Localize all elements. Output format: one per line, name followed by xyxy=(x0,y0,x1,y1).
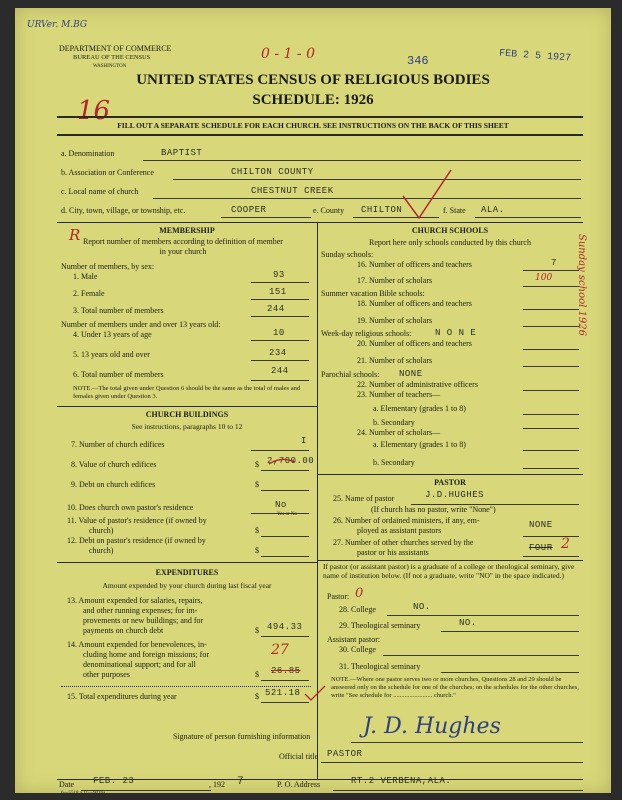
date-value: FEB. 23 xyxy=(93,776,135,786)
q5-label: 5. 13 years old and over xyxy=(73,350,150,359)
check-mark-icon xyxy=(395,166,455,226)
q19-label: 19. Number of scholars xyxy=(357,316,433,325)
q17-label: 17. Number of scholars xyxy=(357,276,433,285)
local-name-value: CHESTNUT CREEK xyxy=(251,186,334,196)
q24b-label: b. Secondary xyxy=(373,458,415,467)
q14-hand-value: 27 xyxy=(271,642,289,658)
local-name-label: c. Local name of church xyxy=(61,187,139,196)
q2-value: 151 xyxy=(269,287,287,297)
state-value: ALA. xyxy=(481,205,505,215)
margin-note: Sunday school 1926 xyxy=(576,234,587,336)
hand-number: 16 xyxy=(77,96,111,126)
parochial-value: NONE xyxy=(399,369,423,379)
q8-value: 2,700.00 xyxy=(267,456,315,466)
q30-label: 30. College xyxy=(339,645,376,654)
membership-title: MEMBERSHIP xyxy=(159,226,215,235)
q14-label-2: cluding home and foreign missions; for xyxy=(83,650,209,659)
pastor-note: NOTE.—Where one pastor serves two or more churches, Questions 28 and 29 should be answered only on the schedule for one of the churches; on the schedules for the other churches, write "See schedule for ........................ church." xyxy=(331,676,579,699)
hand-r-mark: R xyxy=(69,226,81,244)
corner-stamp: URVer. M.BG xyxy=(27,20,88,30)
serial-number: 346 xyxy=(407,54,429,68)
weekday-value: N O N E xyxy=(435,328,477,338)
q23-label: 23. Number of teachers— xyxy=(357,390,441,399)
q6-label: 6. Total number of members xyxy=(73,370,164,379)
q1-label: 1. Male xyxy=(73,272,98,281)
by-sex-label: Number of members, by sex: xyxy=(61,262,155,271)
schools-intro: Report here only schools conducted by this church xyxy=(369,238,531,247)
census-form-page: URVer. M.BG DEPARTMENT OF COMMERCE BUREAU OF THE CENSUS WASHINGTON 0 - 1 - 0 346 FEB 2 5 1927 UNITED STATES CENSUS OF RELIGIOUS BODIES SCHEDULE: 1926 16 FILL OUT A SEPARATE SCHEDULE FOR EACH CHURCH. SEE INSTRUCTIONS ON THE BACK OF THIS SHEET a. Denomination BAPTIST b. Association or Conference CHILTON COUNTY c. Local name of church CHESTNUT CREEK d. City, town, village, or township, etc. COOPER e. County CHILTON f. State ALA. MEMBERSHIP R Report number of members according to definition of member in your church Number of members, by sex: 1. Male 93 2. Female 151 3. Total number of members 244 Number of members under and over 13 years old: 4. Under 13 years of age 10 5. 13 years old and over 234 6. Total number of members 244 NOTE.—The total given under Question 6 should be the same as the total of males and females given under Question 3. CHURCH BUILDINGS See instructions, paragraphs 10 to 12 7. Number of church edifices I 8. Value of church edifices $ 2,700.00 9. Debt on church edifices $ 10. Does church own pastor's residence No Yes or No 11. Value of pastor's residence (if owned by church) $ 12. Debt on pastor's residence (if owned by church) $ EXPENDITURES Amount expended by your church during last fiscal year 13. Amount expended for salaries, repairs, and other running expenses; for im- provements or new buildings; and for payments on church debt $ 494.33 14. Amount expended for benevolences, in- cluding home and foreign missions; for denominational support; and for all other purposes 27 $ 26.85 15. Total expenditures during year $ 521.18 CHURCH SCHOOLS Report here only schools conducted by this church Sunday schools: 16. Number of officers and teachers 7 17. Number of scholars 100 Summer vacation Bible schools: 18. Number of officers and teachers 19. Number of scholars Week-day religious schools: N O N E 20. Number of officers and teachers 21. Number of scholars Parochial schools: NONE 22. Number of administrative officers 23. Number of teachers— a. Elementary (grades 1 to 8) b. Secondary 24. Number of scholars— a. Elementary (grades 1 to 8) b. Secondary Sunday school 1926 PASTOR 25. Name of pastor J.D.HUGHES (If church has no pastor, write "None") 26. Number of ordained ministers, if any, em- ployed as assistant pastors NONE 27. Number of other churches served by the pastor or his assistants FOUR 2 If pastor (or assistant pastor) is a graduate of a college or theological seminary, give name of institution below. (If not a graduate, write "NO" in the space indicated.) Pastor: 0 28. College NO. 29. Theological seminary NO. Assistant pastor: 30. College 31. Theological seminary NOTE.—Where one pastor serves two or more churches, Questions 28 and 29 should be answered only on the schedule for one of the churches; on the schedules for the other churches, write "See schedule for ........................ church." Signature of person furnishing information J. D. Hughes Official title PASTOR Date FEB. 23 , 192 7 P. O. Address RT.2 VERBENA,ALA. 6—5518 a 11—9016a xyxy=(15,8,611,793)
q28-value: NO. xyxy=(413,602,431,612)
q11-label: 11. Value of pastor's residence (if owned by xyxy=(67,516,207,525)
year-prefix: , 192 xyxy=(209,780,225,789)
q3-value: 244 xyxy=(267,304,285,314)
city-label: d. City, town, village, or township, etc. xyxy=(61,206,186,215)
q20-label: 20. Number of officers and teachers xyxy=(357,339,472,348)
q24a-label: a. Elementary (grades 1 to 8) xyxy=(373,440,466,449)
q21-label: 21. Number of scholars xyxy=(357,356,433,365)
pastor-title: PASTOR xyxy=(434,478,466,487)
q4-label: 4. Under 13 years of age xyxy=(73,330,152,339)
city-label: WASHINGTON xyxy=(93,64,127,69)
county-label: e. County xyxy=(313,206,345,215)
q14-label-4: other purposes xyxy=(83,670,130,679)
denomination-label: a. Denomination xyxy=(61,149,115,158)
asst-label: Assistant pastor: xyxy=(327,635,381,644)
official-title-value: PASTOR xyxy=(327,749,363,759)
q27-label-2: pastor or his assistants xyxy=(357,548,429,557)
q7-label: 7. Number of church edifices xyxy=(71,440,165,449)
q16-value: 7 xyxy=(551,258,557,268)
q11-label-2: church) xyxy=(89,526,114,535)
q26-value: NONE xyxy=(529,520,553,530)
q25-hint: (If church has no pastor, write "None") xyxy=(371,505,496,514)
q16-label: 16. Number of officers and teachers xyxy=(357,260,472,269)
county-value: CHILTON xyxy=(361,205,403,215)
q23a-label: a. Elementary (grades 1 to 8) xyxy=(373,404,466,413)
address-value: RT.2 VERBENA,ALA. xyxy=(351,776,452,786)
age-header: Number of members under and over 13 years old: xyxy=(61,320,221,329)
q6-value: 244 xyxy=(271,366,289,376)
q8-label: 8. Value of church edifices xyxy=(71,460,157,469)
instruction-line: FILL OUT A SEPARATE SCHEDULE FOR EACH CHURCH. SEE INSTRUCTIONS ON THE BACK OF THIS SHEET xyxy=(117,121,509,130)
q13-label-3: provements or new buildings; and for xyxy=(83,616,204,625)
q10-label: 10. Does church own pastor's residence xyxy=(67,503,194,512)
q3-label: 3. Total number of members xyxy=(73,306,164,315)
year-value: 7 xyxy=(237,776,245,788)
expenditures-subtitle: Amount expended by your church during last fiscal year xyxy=(102,581,272,590)
q31-label: 31. Theological seminary xyxy=(339,662,421,671)
q1-value: 93 xyxy=(273,270,285,280)
q26-label: 26. Number of ordained ministers, if any, em- xyxy=(333,516,480,525)
city-value: COOPER xyxy=(231,205,267,215)
signature: J. D. Hughes xyxy=(363,714,501,739)
q27-value: FOUR xyxy=(529,543,553,553)
weekday-label: Week-day religious schools: xyxy=(321,329,412,338)
q10-value: No xyxy=(275,500,287,510)
q12-label-2: church) xyxy=(89,546,114,555)
q26-label-2: ployed as assistant pastors xyxy=(357,526,442,535)
address-label: P. O. Address xyxy=(277,780,321,789)
denomination-value: BAPTIST xyxy=(161,148,203,158)
q14-value: 26.85 xyxy=(271,666,301,676)
sunday-label: Sunday schools: xyxy=(321,250,374,259)
q13-value: 494.33 xyxy=(267,622,303,632)
q23b-label: b. Secondary xyxy=(373,418,415,427)
department: DEPARTMENT OF COMMERCE xyxy=(59,44,172,53)
yes-no-hint: Yes or No xyxy=(277,512,298,517)
membership-note: NOTE.—The total given under Question 6 should be the same as the total of males and females given under Question 3. xyxy=(73,385,301,400)
q29-label: 29. Theological seminary xyxy=(339,621,421,630)
buildings-title: CHURCH BUILDINGS xyxy=(145,410,229,419)
pastor-name: J.D.HUGHES xyxy=(425,490,485,500)
check-mark-icon xyxy=(303,684,327,704)
schools-title: CHURCH SCHOOLS xyxy=(411,226,489,235)
state-label: f. State xyxy=(443,206,466,215)
form-number: 6—5518 a 11—9016a xyxy=(61,791,106,796)
q13-label: 13. Amount expended for salaries, repairs, xyxy=(67,596,203,605)
q22-label: 22. Number of administrative officers xyxy=(357,380,478,389)
pastor-hand-mark: 0 xyxy=(355,586,364,601)
official-title-label: Official title xyxy=(279,752,319,761)
schedule-title: SCHEDULE: 1926 xyxy=(252,92,374,108)
vacation-label: Summer vacation Bible schools: xyxy=(321,289,425,298)
q4-value: 10 xyxy=(273,328,285,338)
q2-label: 2. Female xyxy=(73,289,105,298)
q5-value: 234 xyxy=(269,348,287,358)
q14-label-3: denominational support; and for all xyxy=(83,660,196,669)
q7-value: I xyxy=(301,436,307,446)
q27-label: 27. Number of other churches served by the xyxy=(333,538,474,547)
q28-label: 28. College xyxy=(339,605,376,614)
q24-label: 24. Number of scholars— xyxy=(357,428,441,437)
association-value: CHILTON COUNTY xyxy=(231,167,314,177)
bureau: BUREAU OF THE CENSUS xyxy=(73,54,151,61)
q18-label: 18. Number of officers and teachers xyxy=(357,299,472,308)
graduate-note: If pastor (or assistant pastor) is a graduate of a college or theological seminary, give name of institution below. (If not a graduate, write "NO" in the space indicated.) xyxy=(323,562,575,580)
hand-code: 0 - 1 - 0 xyxy=(261,46,315,62)
q25-label: 25. Name of pastor xyxy=(333,494,395,503)
q9-label: 9. Debt on church edifices xyxy=(71,480,156,489)
date-label: Date xyxy=(59,780,75,789)
q29-value: NO. xyxy=(459,618,477,628)
q15-value: 521.18 xyxy=(265,688,301,698)
q15-label: 15. Total expenditures during year xyxy=(67,692,177,701)
parochial-label: Parochial schools: xyxy=(321,370,380,379)
membership-intro: Report number of members according to definition of member in your church xyxy=(83,237,283,256)
signature-label: Signature of person furnishing information xyxy=(173,732,311,741)
q17-value: 100 xyxy=(535,273,553,283)
association-label: b. Association or Conference xyxy=(61,168,154,177)
q13-label-4: payments on church debt xyxy=(83,626,164,635)
strike-mark-icon xyxy=(267,450,307,474)
received-date-stamp: FEB 2 5 1927 xyxy=(498,48,572,65)
pastor-sub-label: Pastor: xyxy=(327,592,350,601)
expenditures-title: EXPENDITURES xyxy=(155,568,219,577)
q27-hand-value: 2 xyxy=(561,536,570,552)
q14-label: 14. Amount expended for benevolences, in- xyxy=(67,640,207,649)
q12-label: 12. Debt on pastor's residence (if owned by xyxy=(67,536,206,545)
q13-label-2: and other running expenses; for im- xyxy=(83,606,198,615)
form-title: UNITED STATES CENSUS OF RELIGIOUS BODIES xyxy=(136,72,490,88)
buildings-subtitle: See instructions, paragraphs 10 to 12 xyxy=(131,422,243,431)
